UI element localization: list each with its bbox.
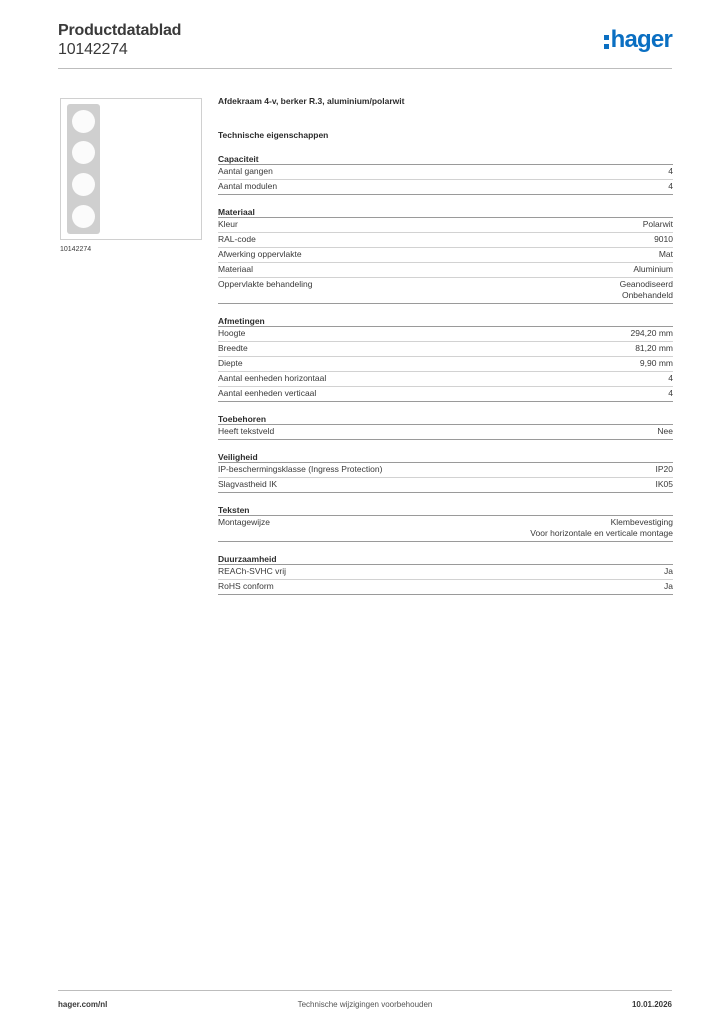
page-footer bbox=[58, 990, 672, 1010]
spec-row bbox=[218, 580, 673, 595]
spec-value-line: IK05 bbox=[655, 479, 673, 489]
spec-label: Aantal eenheden verticaal bbox=[218, 388, 317, 398]
spec-row bbox=[218, 165, 673, 180]
spec-section-title: Veiligheid bbox=[218, 452, 673, 463]
spec-value-line: Voor horizontale en verticale montage bbox=[530, 528, 673, 538]
spec-section bbox=[218, 207, 673, 304]
spec-value bbox=[664, 566, 673, 577]
page-header bbox=[58, 20, 672, 70]
spec-row bbox=[218, 387, 673, 402]
spec-value-line: Geanodiseerd bbox=[619, 279, 673, 289]
spec-value bbox=[630, 328, 673, 339]
spec-row bbox=[218, 180, 673, 195]
spec-value bbox=[633, 264, 673, 275]
product-image-caption: 10142274 bbox=[60, 246, 92, 253]
spec-value-line: 4 bbox=[668, 388, 673, 398]
spec-row bbox=[218, 516, 673, 542]
spec-value-line: 294,20 mm bbox=[630, 328, 673, 338]
spec-label: Aantal eenheden horizontaal bbox=[218, 373, 327, 383]
footer-date: 10.01.2026 bbox=[631, 1000, 672, 1009]
spec-value bbox=[657, 426, 673, 437]
cover-frame-icon bbox=[67, 104, 100, 234]
spec-value bbox=[668, 388, 673, 399]
spec-value bbox=[635, 343, 673, 354]
spec-value-line: 9010 bbox=[654, 234, 673, 244]
header-divider bbox=[58, 68, 672, 69]
spec-label: IP-beschermingsklasse (Ingress Protection) bbox=[218, 464, 383, 474]
spec-label: Aantal gangen bbox=[218, 166, 273, 176]
spec-label: Breedte bbox=[218, 343, 248, 353]
spec-value-line: 81,20 mm bbox=[635, 343, 673, 353]
spec-value bbox=[668, 166, 673, 177]
spec-label: Diepte bbox=[218, 358, 243, 368]
spec-section-title: Duurzaamheid bbox=[218, 554, 673, 565]
spec-row bbox=[218, 278, 673, 304]
hager-logo bbox=[604, 28, 672, 52]
document-title: Productdatablad bbox=[58, 22, 182, 39]
spec-row bbox=[218, 425, 673, 440]
spec-row bbox=[218, 342, 673, 357]
spec-row bbox=[218, 372, 673, 387]
spec-label: Kleur bbox=[218, 219, 238, 229]
section-heading: Technische eigenschappen bbox=[218, 130, 329, 140]
spec-row bbox=[218, 248, 673, 263]
article-number: 10142274 bbox=[58, 41, 128, 58]
spec-value-line: IP20 bbox=[655, 464, 673, 474]
spec-value bbox=[668, 181, 673, 192]
spec-value bbox=[664, 581, 673, 592]
spec-section bbox=[218, 154, 673, 195]
spec-row bbox=[218, 478, 673, 493]
spec-section-title: Capaciteit bbox=[218, 154, 673, 165]
spec-label: REACh-SVHC vrij bbox=[218, 566, 287, 576]
spec-section-title: Afmetingen bbox=[218, 316, 673, 327]
spec-value-line: 4 bbox=[668, 166, 673, 176]
spec-value-line: 4 bbox=[668, 373, 673, 383]
spec-label: RAL-code bbox=[218, 234, 256, 244]
spec-label: Oppervlakte behandeling bbox=[218, 279, 313, 289]
spec-label: Aantal modulen bbox=[218, 181, 278, 191]
spec-label: Materiaal bbox=[218, 264, 253, 274]
spec-value-line: Ja bbox=[664, 581, 673, 591]
product-name: Afdekraam 4-v, berker R.3, aluminium/polarwit bbox=[218, 96, 405, 106]
spec-value bbox=[643, 219, 673, 230]
spec-row bbox=[218, 327, 673, 342]
spec-row bbox=[218, 218, 673, 233]
spec-value-line: Ja bbox=[664, 566, 673, 576]
spec-sections bbox=[218, 154, 673, 595]
spec-section bbox=[218, 452, 673, 493]
spec-row bbox=[218, 357, 673, 372]
spec-value bbox=[640, 358, 673, 369]
product-image bbox=[60, 98, 202, 240]
specifications bbox=[218, 96, 673, 595]
spec-value-line: Onbehandeld bbox=[621, 290, 673, 300]
spec-value-line: Polarwit bbox=[642, 219, 673, 229]
spec-value bbox=[654, 234, 673, 245]
spec-value-line: Mat bbox=[658, 249, 673, 259]
spec-value-line: 9,90 mm bbox=[639, 358, 673, 368]
spec-label: Slagvastheid IK bbox=[218, 479, 278, 489]
spec-value bbox=[668, 373, 673, 384]
spec-row bbox=[218, 263, 673, 278]
spec-section-title: Toebehoren bbox=[218, 414, 673, 425]
spec-value-line: Aluminium bbox=[633, 264, 673, 274]
spec-value-line: Nee bbox=[657, 426, 673, 436]
spec-value-line: 4 bbox=[668, 181, 673, 191]
spec-section bbox=[218, 414, 673, 440]
spec-value bbox=[659, 249, 673, 260]
footer-disclaimer: Technische wijzigingen voorbehouden bbox=[297, 1000, 433, 1009]
spec-value bbox=[656, 479, 674, 490]
spec-label: Montagewijze bbox=[218, 517, 270, 527]
spec-value bbox=[656, 464, 674, 475]
spec-value bbox=[620, 279, 673, 301]
spec-value bbox=[530, 517, 673, 539]
spec-label: RoHS conform bbox=[218, 581, 274, 591]
spec-section bbox=[218, 554, 673, 595]
spec-section-title: Teksten bbox=[218, 505, 673, 516]
spec-row bbox=[218, 233, 673, 248]
spec-section-title: Materiaal bbox=[218, 207, 673, 218]
logo-dots-icon bbox=[604, 35, 609, 49]
spec-section bbox=[218, 505, 673, 542]
footer-website: hager.com/nl bbox=[58, 1000, 108, 1009]
logo-text: hager bbox=[610, 26, 672, 53]
spec-label: Heeft tekstveld bbox=[218, 426, 275, 436]
spec-row bbox=[218, 463, 673, 478]
spec-label: Hoogte bbox=[218, 328, 246, 338]
spec-value-line: Klembevestiging bbox=[610, 517, 673, 527]
spec-row bbox=[218, 565, 673, 580]
spec-section bbox=[218, 316, 673, 402]
spec-label: Afwerking oppervlakte bbox=[218, 249, 302, 259]
